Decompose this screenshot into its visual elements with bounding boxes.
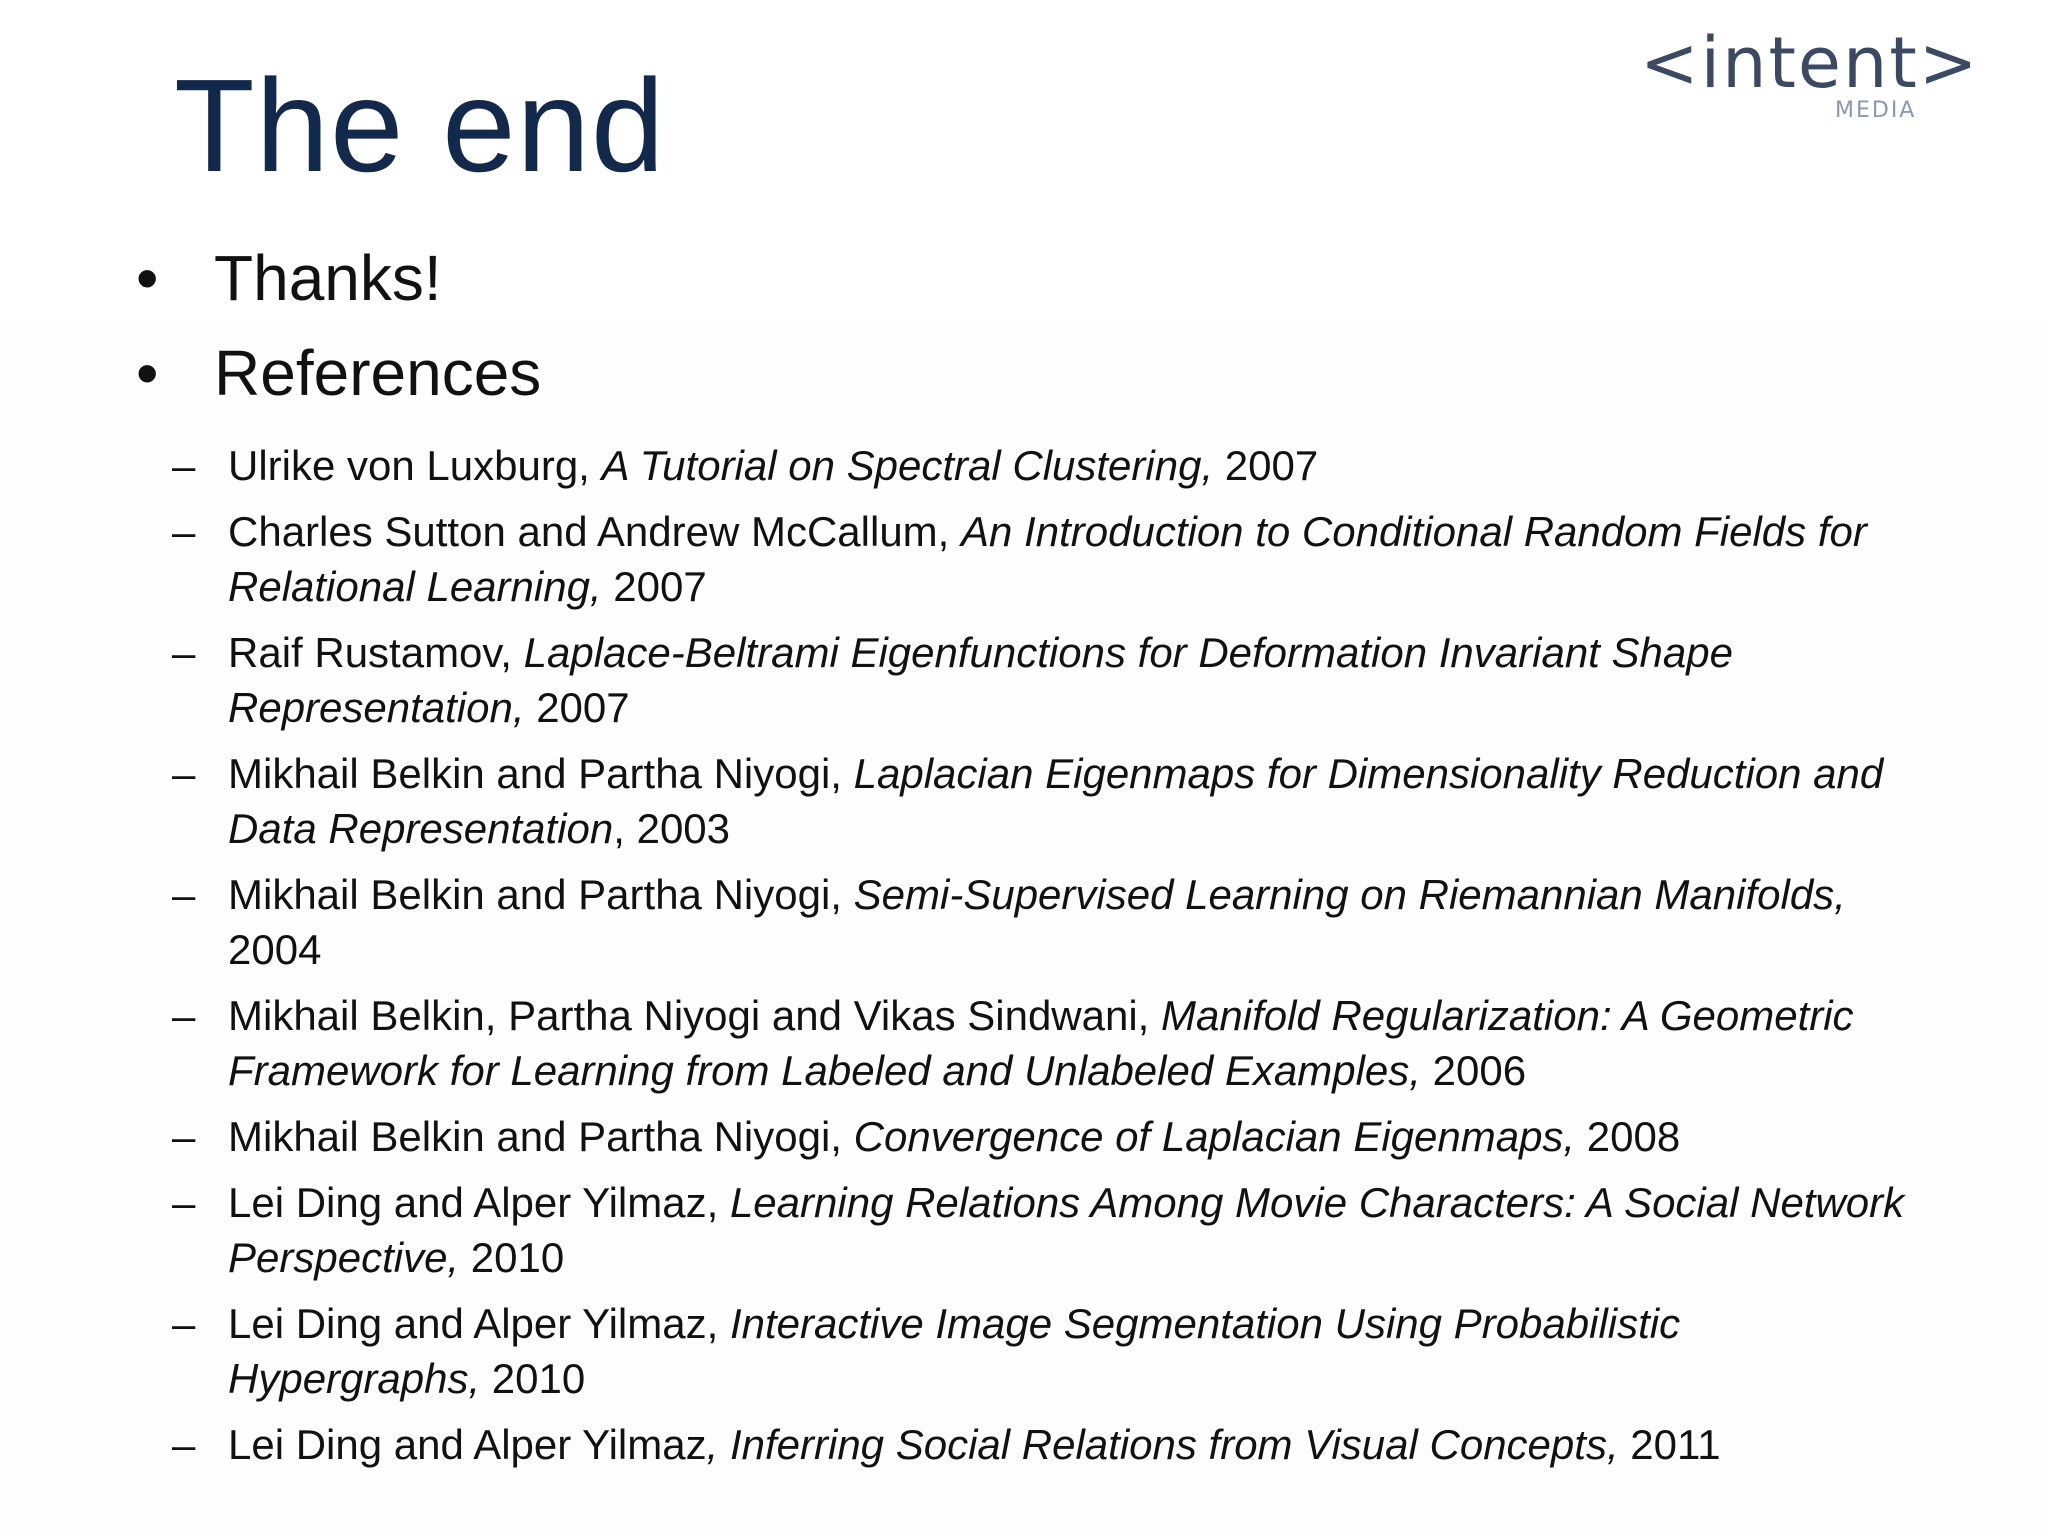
logo-subtitle: MEDIA xyxy=(1835,98,1917,123)
reference-authors: Mikhail Belkin and Partha Niyogi, xyxy=(228,1112,854,1160)
reference-marker: – xyxy=(172,1178,196,1226)
reference-item xyxy=(70,438,1910,493)
reference-marker: – xyxy=(172,441,196,489)
reference-item xyxy=(70,867,1910,977)
reference-marker: – xyxy=(172,870,196,918)
reference-year: 2010 xyxy=(459,1233,565,1281)
reference-marker: – xyxy=(172,991,196,1039)
bullet-list xyxy=(130,240,1990,1490)
reference-list xyxy=(70,438,1910,1472)
reference-title: Semi-Supervised Learning on Riemannian Manifolds, xyxy=(853,870,1846,918)
reference-year: 2004 xyxy=(228,925,322,973)
intent-media-logo xyxy=(1640,22,1980,128)
reference-year: 2010 xyxy=(480,1354,586,1402)
reference-marker: – xyxy=(172,1420,196,1468)
reference-item xyxy=(70,988,1910,1098)
reference-marker: – xyxy=(172,1299,196,1347)
bullet-text: References xyxy=(214,336,542,409)
reference-authors: Lei Ding and Alper Yilmaz, xyxy=(228,1299,730,1347)
reference-title: Interactive Image Segmentation Using Probabilistic Hypergraphs, xyxy=(228,1299,1681,1402)
reference-authors: Raif Rustamov, xyxy=(228,628,524,676)
reference-title: Manifold Regularization: A Geometric Framework for Learning from Labeled and Unlabeled Examples, xyxy=(228,991,1854,1094)
reference-year: 2007 xyxy=(524,683,630,731)
bullet-marker: • xyxy=(136,336,159,409)
reference-item xyxy=(70,1417,1910,1472)
reference-title: Laplace-Beltrami Eigenfunctions for Deformation Invariant Shape Representation, xyxy=(228,628,1733,731)
reference-title: An Introduction to Conditional Random Fields for Relational Learning, xyxy=(228,507,1867,610)
reference-authors: Charles Sutton and Andrew McCallum, xyxy=(228,507,962,555)
reference-authors: Lei Ding and Alper Yilmaz xyxy=(228,1420,707,1468)
reference-authors: Mikhail Belkin and Partha Niyogi, xyxy=(228,870,854,918)
reference-year: 2011 xyxy=(1618,1420,1721,1468)
reference-authors: Mikhail Belkin, Partha Niyogi and Vikas Sindwani, xyxy=(228,991,1162,1039)
logo-wordmark: <intent> xyxy=(1640,22,1980,104)
reference-year: 2008 xyxy=(1575,1112,1681,1160)
bullet-item-references xyxy=(130,335,1990,1472)
reference-item xyxy=(70,1109,1910,1164)
reference-year: 2007 xyxy=(1213,441,1319,489)
reference-marker: – xyxy=(172,1112,196,1160)
reference-item xyxy=(70,504,1910,614)
reference-marker: – xyxy=(172,749,196,797)
reference-item xyxy=(70,746,1910,856)
bullet-marker: • xyxy=(136,242,159,314)
reference-item xyxy=(70,1296,1910,1406)
reference-year: , 2003 xyxy=(613,804,731,852)
reference-title: A Tutorial on Spectral Clustering, xyxy=(601,441,1214,489)
reference-title: , Inferring Social Relations from Visual Concepts, xyxy=(706,1420,1619,1468)
reference-authors: Ulrike von Luxburg, xyxy=(228,441,602,489)
slide-title: The end xyxy=(174,52,666,199)
reference-year: 2007 xyxy=(601,562,707,610)
reference-title: Learning Relations Among Movie Characters: A Social Network Perspective, xyxy=(228,1178,1905,1281)
reference-year: 2006 xyxy=(1420,1046,1527,1094)
bullet-text: Thanks! xyxy=(214,242,442,314)
reference-authors: Mikhail Belkin and Partha Niyogi, xyxy=(228,749,854,797)
reference-authors: Lei Ding and Alper Yilmaz, xyxy=(228,1178,730,1226)
reference-title: Laplacian Eigenmaps for Dimensionality Reduction and Data Representation xyxy=(228,749,1884,852)
reference-title: Convergence of Laplacian Eigenmaps, xyxy=(853,1112,1576,1160)
reference-item xyxy=(70,625,1910,735)
reference-marker: – xyxy=(172,507,196,555)
reference-item xyxy=(70,1175,1910,1285)
reference-marker: – xyxy=(172,628,196,676)
bullet-item-thanks xyxy=(130,240,1990,317)
